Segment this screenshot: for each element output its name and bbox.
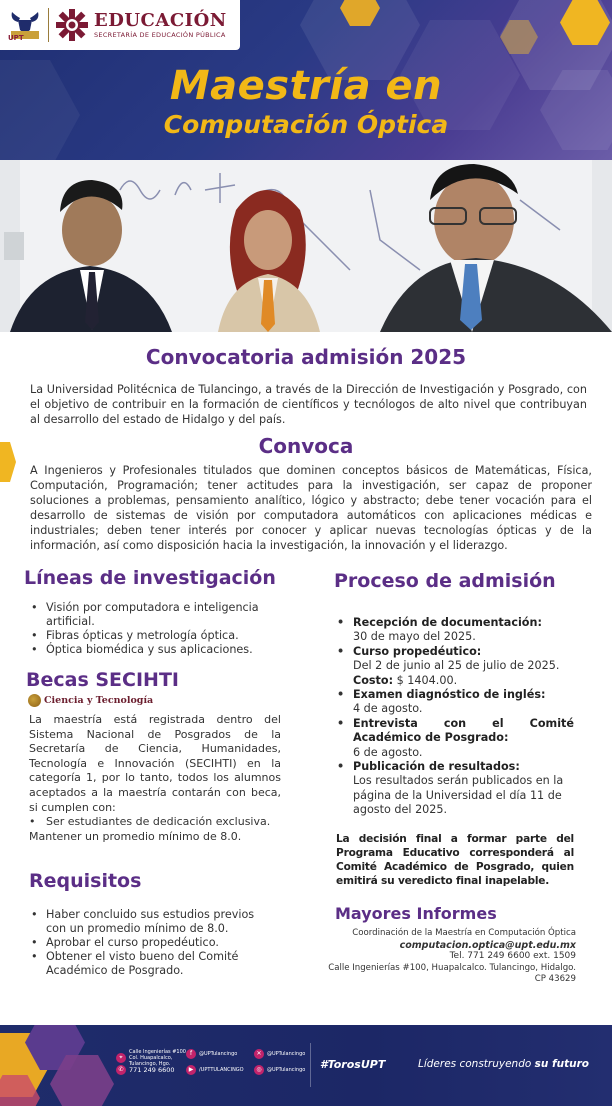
footer-instagram[interactable]: ◎ @UPTulancingo xyxy=(254,1065,305,1075)
slogan: Líderes construyendo su futuro xyxy=(418,1058,589,1070)
becas-title: Becas SECIHTI xyxy=(26,669,179,691)
becas-body xyxy=(29,713,281,844)
ciencia-tecnologia-logo: Ciencia y Tecnología xyxy=(28,694,153,707)
proceso-steps xyxy=(337,616,574,818)
proceso-title: Proceso de admisión xyxy=(334,570,556,592)
contact-address: Calle Ingenierías #100, Huapalcalco. Tulancingo, Hidalgo. xyxy=(328,962,576,973)
list-item: • Haber concluido sus estudios previos con un promedio mínimo de 8.0. xyxy=(28,908,273,936)
hashtag-toros: #TorosUPT xyxy=(320,1058,386,1071)
footer-phone: ✆ 771 249 6600 xyxy=(116,1065,175,1075)
process-step: • Curso propedéutico: Del 2 de junio al 25 de julio de 2025. Costo: $ 1404.00. xyxy=(337,645,574,688)
upt-label: UPT xyxy=(8,34,24,42)
process-step: • Examen diagnóstico de inglés: 4 de agosto. xyxy=(337,688,574,717)
instagram-icon: ◎ xyxy=(254,1065,264,1075)
educacion-title: EDUCACIÓN xyxy=(94,10,227,31)
list-item: • Visión por computadora e inteligencia artificial. xyxy=(28,601,290,629)
convocatoria-title: Convocatoria admisión 2025 xyxy=(145,345,467,369)
becas-condition: • Ser estudiantes de dedicación exclusiva. xyxy=(29,815,271,829)
sep-subtitle: SECRETARÍA DE EDUCACIÓN PÚBLICA xyxy=(94,31,226,39)
process-step: • Entrevista con el Comité Académico de Posgrado: 6 de agosto. xyxy=(337,717,574,760)
convoca-title: Convoca xyxy=(258,434,354,458)
convoca-body: A Ingenieros y Profesionales titulados que dominen conceptos básicos de Matemáticas, Física, Computación, Programación; tener actitudes para la investigación, ser capaz de proponer soluciones a problemas, pensamiento analítico, lógico y abstracto; debe tener vocación para el desarrollo de sistemas de visión por computadora automáticos con aplicaciones médicas e industriales; deben tener interés por conocer y aplicar nuevas tecnologías ópticas y de la información, así como disposición hacia la investigación, la innovación y el liderazgo. xyxy=(30,464,592,552)
list-item: • Aprobar el curso propedéutico. xyxy=(28,936,273,950)
ciencia-seal-icon xyxy=(28,694,41,707)
informes-title: Mayores Informes xyxy=(335,904,497,923)
list-item: • Fibras ópticas y metrología óptica. xyxy=(28,629,290,643)
process-step: • Recepción de documentación: 30 de mayo del 2025. xyxy=(337,616,574,645)
divider xyxy=(48,8,49,42)
footer-facebook[interactable]: f @UPTulancingo xyxy=(186,1049,237,1059)
postal-code: CP 43629 xyxy=(534,974,576,984)
final-decision-note: La decisión final a formar parte del Programa Educativo corresponderá al Comité Académico de Posgrado, quien emitirá su veredicto final inapelable. xyxy=(336,833,574,887)
footer-youtube[interactable]: ▶ /UPTTULANCINGO xyxy=(186,1065,244,1075)
process-step: • Publicación de resultados: Los resultados serán publicados en la página de la Universidad el día 11 de agosto del 2025. xyxy=(337,760,574,818)
footer-address: ⌖ Calle Ingenierías #100 Col. Huapalcalco, Tulancingo, Hgo. xyxy=(116,1049,186,1067)
footer-x[interactable]: ✕ @UPTulancingo xyxy=(254,1049,305,1059)
becas-condition: Mantener un promedio mínimo de 8.0. xyxy=(29,829,242,843)
logo-bar xyxy=(0,0,240,50)
contact-email[interactable]: computacion.optica@upt.edu.mx xyxy=(399,939,576,951)
location-icon: ⌖ xyxy=(116,1053,126,1063)
becas-description: La maestría está registrada dentro del Sistema Nacional de Posgrados de la Secretaría de Ciencia, Humanidades, Tecnología e Innovación (SECIHTI) en la categoría 1, por lo tanto, todos los alumnos aceptados a la maestría contarán con beca, si cumplen con: xyxy=(29,713,281,814)
students-photo xyxy=(0,160,612,332)
list-item: • Óptica biomédica y sus aplicaciones. xyxy=(28,643,290,657)
x-icon: ✕ xyxy=(254,1049,264,1059)
students-photo-illustration xyxy=(0,160,612,332)
youtube-icon: ▶ xyxy=(186,1065,196,1075)
informes-block xyxy=(328,928,576,986)
program-title-line2: Computación Óptica xyxy=(163,110,449,139)
list-item: • Obtener el visto bueno del Comité Académico de Posgrado. xyxy=(28,950,273,978)
convocatoria-intro: La Universidad Politécnica de Tulancingo, a través de la Dirección de Investigación y Posgrado, con el objetivo de contribuir en la formación de científicos y tecnólogos de alto nivel que contribuyan al desarrollo del estado de Hidalgo y del país. xyxy=(30,383,587,426)
phone-icon: ✆ xyxy=(116,1065,126,1075)
coordination-name: Coordinación de la Maestría en Computación Óptica xyxy=(352,928,576,938)
sep-emblem-icon xyxy=(55,8,89,42)
program-title-line1: Maestría en xyxy=(169,63,443,109)
requisitos-title: Requisitos xyxy=(29,870,142,892)
lineas-list xyxy=(28,601,290,657)
lineas-title: Líneas de investigación xyxy=(24,567,276,589)
requisitos-list xyxy=(28,908,273,978)
facebook-icon: f xyxy=(186,1049,196,1059)
contact-phone: Tel. 771 249 6600 ext. 1509 xyxy=(449,951,576,961)
